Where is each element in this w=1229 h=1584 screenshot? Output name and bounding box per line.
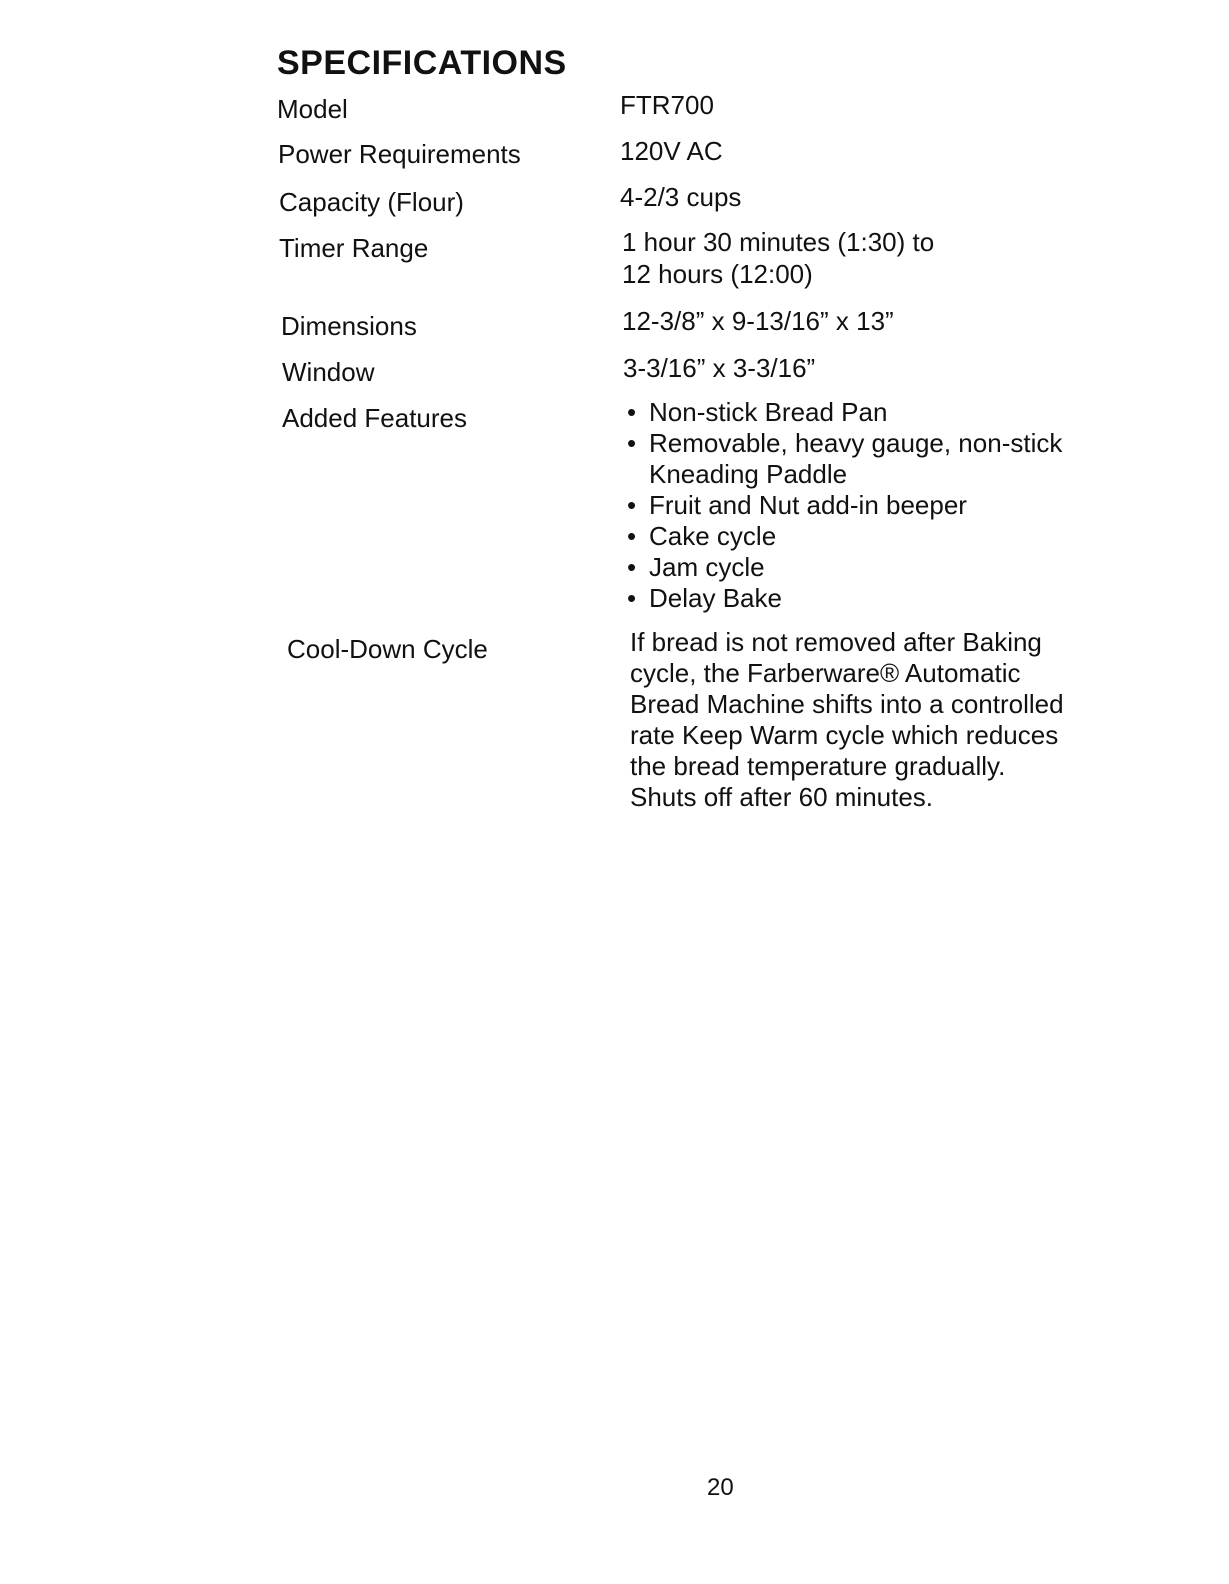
cool-down-line: Bread Machine shifts into a controlled [630,689,1064,719]
feature-item: • Non-stick Bread Pan [625,397,1062,428]
cool-down-line: Shuts off after 60 minutes. [630,782,934,812]
feature-item: • Fruit and Nut add-in beeper [625,490,1062,521]
feature-item-continuation: Kneading Paddle [649,459,848,489]
feature-item: • Removable, heavy gauge, non-stick Kneading Paddle [625,428,1062,490]
window-label: Window [282,357,375,387]
dimensions-value: 12-3/8” x 9-13/16” x 13” [622,306,894,336]
cool-down-description [630,627,1150,813]
model-value: FTR700 [620,90,714,120]
timer-value-line1: 1 hour 30 minutes (1:30) to [622,227,935,257]
model-label: Model [277,94,348,124]
page-number: 20 [707,1474,734,1501]
feature-item: • Jam cycle [625,552,1062,583]
cool-down-line: the bread temperature gradually. [630,751,1006,781]
capacity-label: Capacity (Flour) [279,187,464,217]
window-value: 3-3/16” x 3-3/16” [623,353,816,383]
page-title: SPECIFICATIONS [277,44,567,82]
features-list [625,397,1062,614]
power-value: 120V AC [620,136,723,166]
dimensions-label: Dimensions [281,311,417,341]
feature-item: • Delay Bake [625,583,1062,614]
capacity-value: 4-2/3 cups [620,182,742,212]
timer-label: Timer Range [279,233,429,263]
cool-down-line: cycle, the Farberware® Automatic [630,658,1021,688]
power-label: Power Requirements [278,139,521,169]
features-label: Added Features [282,403,468,433]
cool-down-line: rate Keep Warm cycle which reduces [630,720,1059,750]
cool-down-label: Cool-Down Cycle [287,634,488,664]
cool-down-line: If bread is not removed after Baking [630,627,1042,657]
timer-value-line2: 12 hours (12:00) [622,259,813,289]
feature-item: • Cake cycle [625,521,1062,552]
